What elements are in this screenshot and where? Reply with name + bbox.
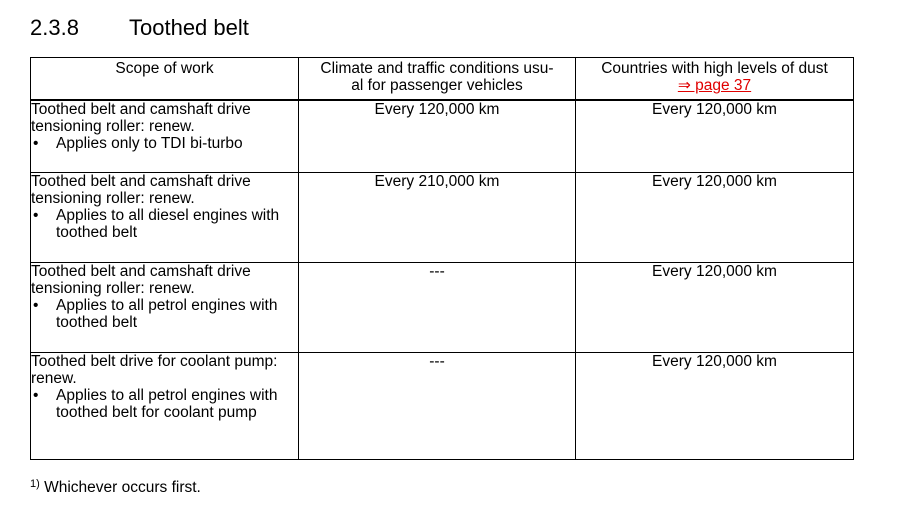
table-row bbox=[31, 100, 854, 173]
table-row bbox=[31, 263, 854, 353]
scope-text: Toothed belt and camshaft drive tensioning roller: renew. bbox=[31, 100, 251, 135]
table-header-row bbox=[31, 58, 854, 100]
climate-interval: --- bbox=[299, 353, 576, 460]
header-scope-label: Scope of work bbox=[115, 60, 214, 77]
header-climate-line1: Climate and traffic conditions usu- bbox=[320, 60, 554, 77]
climate-interval: Every 210,000 km bbox=[299, 173, 576, 263]
footnote bbox=[30, 474, 201, 498]
section-title: Toothed belt bbox=[129, 15, 249, 40]
scope-cell bbox=[31, 173, 299, 263]
scope-cell bbox=[31, 353, 299, 460]
dust-interval: Every 120,000 km bbox=[576, 100, 854, 173]
header-dust-line1: Countries with high levels of dust bbox=[601, 60, 828, 77]
scope-cell bbox=[31, 263, 299, 353]
scope-note-text: Applies to all petrol engines with toothed belt bbox=[56, 297, 278, 331]
scope-note bbox=[31, 207, 298, 241]
scope-text: Toothed belt and camshaft drive tensioning roller: renew. bbox=[31, 263, 251, 297]
table-row bbox=[31, 173, 854, 263]
scope-note-text: Applies to all petrol engines with toothed belt for coolant pump bbox=[56, 387, 278, 421]
scope-note bbox=[31, 135, 298, 152]
header-scope bbox=[31, 58, 299, 100]
scope-note bbox=[31, 387, 298, 421]
section-number: 2.3.8 bbox=[30, 15, 79, 40]
table-row bbox=[31, 353, 854, 460]
dust-interval: Every 120,000 km bbox=[576, 353, 854, 460]
bullet-icon: • bbox=[33, 297, 39, 314]
climate-interval: Every 120,000 km bbox=[299, 100, 576, 173]
dust-interval: Every 120,000 km bbox=[576, 263, 854, 353]
scope-text: Toothed belt and camshaft drive tensioning roller: renew. bbox=[31, 173, 251, 207]
footnote-text: Whichever occurs first. bbox=[39, 479, 201, 496]
bullet-icon: • bbox=[33, 387, 39, 404]
scope-note bbox=[31, 297, 298, 331]
dust-interval: Every 120,000 km bbox=[576, 173, 854, 263]
header-climate bbox=[299, 58, 576, 100]
bullet-icon: • bbox=[33, 207, 39, 224]
footnote-marker: 1) bbox=[30, 478, 40, 490]
header-dust bbox=[576, 58, 854, 100]
page-37-link[interactable]: ⇒ page 37 bbox=[677, 77, 752, 94]
header-climate-line2: al for passenger vehicles bbox=[351, 77, 523, 94]
climate-interval: --- bbox=[299, 263, 576, 353]
bullet-icon: • bbox=[33, 134, 39, 152]
scope-cell bbox=[31, 100, 299, 173]
scope-note-text: Applies only to TDI bi-turbo bbox=[56, 134, 243, 152]
scope-text: Toothed belt drive for coolant pump: renew. bbox=[31, 353, 278, 387]
scope-note-text: Applies to all diesel engines with toothed belt bbox=[56, 207, 280, 241]
maintenance-table bbox=[30, 57, 854, 460]
